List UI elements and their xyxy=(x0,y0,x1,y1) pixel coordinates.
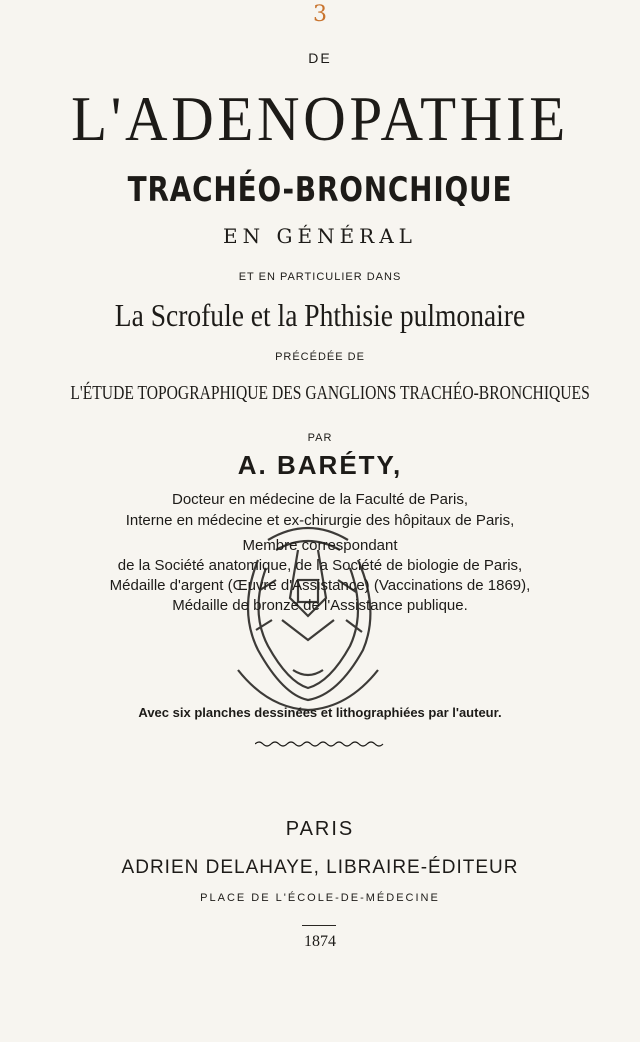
subtitle-en-general: EN GÉNÉRAL xyxy=(223,224,417,248)
disease-line: La Scrofule et la Phthisie pulmonaire xyxy=(114,297,526,333)
credential-line: Médaille d'argent (Œuvre d'Assistance) (Vaccinations de 1869), xyxy=(109,577,531,594)
imprint-publisher: ADRIEN DELAHAYE, LIBRAIRE-ÉDITEUR xyxy=(121,857,519,878)
author-name: A. BARÉTY, xyxy=(237,450,403,480)
precedee-label: PRÉCÉDÉE DE xyxy=(275,351,365,363)
imprint-address: PLACE DE L'ÉCOLE-DE-MÉDECINE xyxy=(200,892,440,904)
ornamental-rule xyxy=(255,738,385,750)
credential-line: Docteur en médecine de la Faculté de Paris, xyxy=(172,491,468,508)
credential-line: Interne en médecine et ex-chirurgie des hôpitaux de Paris, xyxy=(125,512,515,529)
study-title: L'ÉTUDE TOPOGRAPHIQUE DES GANGLIONS TRACHÉO-BRONCHIQUES xyxy=(70,382,590,404)
book-title: L'ADENOPATHIE xyxy=(71,83,569,154)
imprint-city: PARIS xyxy=(285,818,355,840)
library-stamp xyxy=(198,520,418,715)
imprint-year: 1874 xyxy=(304,933,336,950)
par-label: PAR xyxy=(307,432,333,444)
plates-note: Avec six planches dessinées et lithographiées par l'auteur. xyxy=(138,705,502,720)
subtitle-et-particulier: ET EN PARTICULIER DANS xyxy=(238,271,402,283)
handwritten-mark: 3 xyxy=(313,2,327,27)
title-prefix: DE xyxy=(308,50,332,66)
divider-rule xyxy=(302,925,336,926)
book-subtitle: TRACHÉO-BRONCHIQUE xyxy=(127,170,513,210)
credential-line: de la Société anatomique, de la Société de biologie de Paris, xyxy=(117,557,523,574)
credential-line: Médaille de bronze de l'Assistance publique. xyxy=(172,597,468,614)
credential-line: Membre correspondant xyxy=(242,537,398,554)
